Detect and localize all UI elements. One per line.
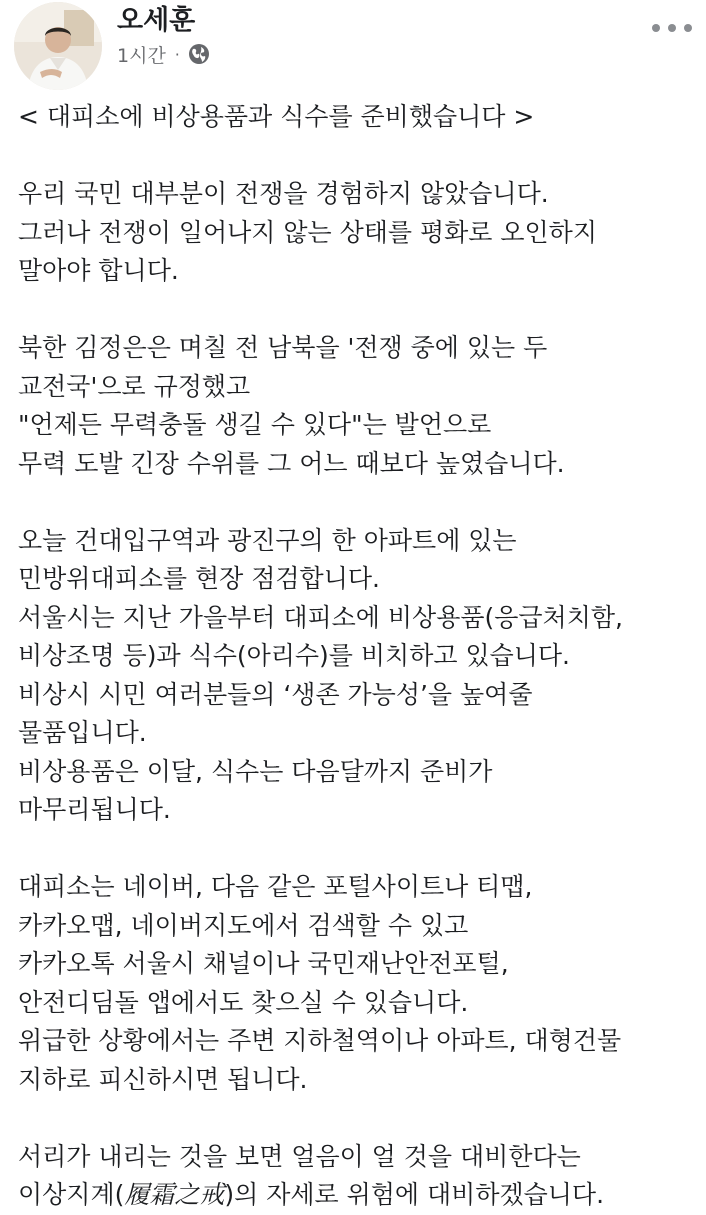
post-text-line: 비상조명 등)과 식수(아리수)를 비치하고 있습니다. [18,641,570,670]
post-meta [117,42,210,66]
author-avatar[interactable] [14,2,102,90]
post-text-line: 말아야 합니다. [18,256,179,285]
post-header [0,0,706,90]
paragraph-spacer [18,1099,698,1138]
post-body [18,98,698,1215]
more-dot-icon [668,24,676,32]
more-dot-icon [684,24,692,32]
post-text-line: 서울시는 지난 가을부터 대피소에 비상용품(응급처치함, [18,602,623,632]
post-text-line: 비상용품은 이달, 식수는 다음달까지 준비가 [18,756,493,786]
post-time[interactable]: 1시간 [117,44,166,67]
avatar-image [14,2,102,90]
post-text-line: 마무리됩니다. [18,795,171,824]
post-text-line: 오늘 건대입구역과 광진구의 한 아파트에 있는 [18,525,517,555]
post-text-line: 카카오톡 서울시 채널이나 국민재난안전포털, [18,949,509,978]
more-options-button[interactable] [652,16,692,40]
author-name[interactable]: 오세훈 [117,5,196,36]
post-text-line: 교전국'으로 규정했고 [18,371,251,401]
post-text-line: 안전디딤돌 앱에서도 찾으실 수 있습니다. [18,987,469,1017]
post-text-line-last [18,1176,698,1215]
paragraph-spacer [18,483,698,522]
text-segment: )의 자세로 위험에 대비하겠습니다. [224,1180,605,1209]
post-text-line: 민방위대피소를 현장 점검합니다. [18,564,380,593]
hanja-text: 履霜之戒 [124,1180,225,1209]
post-text-line: 비상시 시민 여러분들의 ‘생존 가능성’을 높여줄 [18,679,533,709]
paragraph-spacer [18,291,698,330]
paragraph-spacer [18,830,698,869]
post-text-line: 대피소는 네이버, 다음 같은 포털사이트나 티맵, [18,872,533,901]
post-text-line: 물품입니다. [18,718,147,747]
text-segment: 이상지계( [18,1180,125,1209]
meta-separator: · [174,44,180,64]
post-text-line: 서리가 내리는 것을 보면 얼음이 얼 것을 대비한다는 [18,1141,581,1171]
paragraph-spacer [18,137,698,176]
post-text-line: 북한 김정은은 며칠 전 남북을 '전쟁 중에 있는 두 [18,333,548,362]
post-text-line: 지하로 피신하시면 됩니다. [18,1064,308,1094]
globe-icon[interactable] [188,43,210,65]
post-text-line: 무력 도발 긴장 수위를 그 어느 때보다 높였습니다. [18,448,565,478]
post-text-line: 위급한 상황에서는 주변 지하철역이나 아파트, 대형건물 [18,1026,622,1055]
post-text-line: < 대피소에 비상용품과 식수를 준비했습니다 > [18,102,535,131]
more-dot-icon [652,24,660,32]
post-text-line: 그러나 전쟁이 일어나지 않는 상태를 평화로 오인하지 [18,217,597,247]
post-text-line: 우리 국민 대부분이 전쟁을 경험하지 않았습니다. [18,179,549,208]
post-text-line: "언제든 무력충돌 생길 수 있다"는 발언으로 [18,410,492,439]
post-text-line: 카카오맵, 네이버지도에서 검색할 수 있고 [18,910,469,940]
